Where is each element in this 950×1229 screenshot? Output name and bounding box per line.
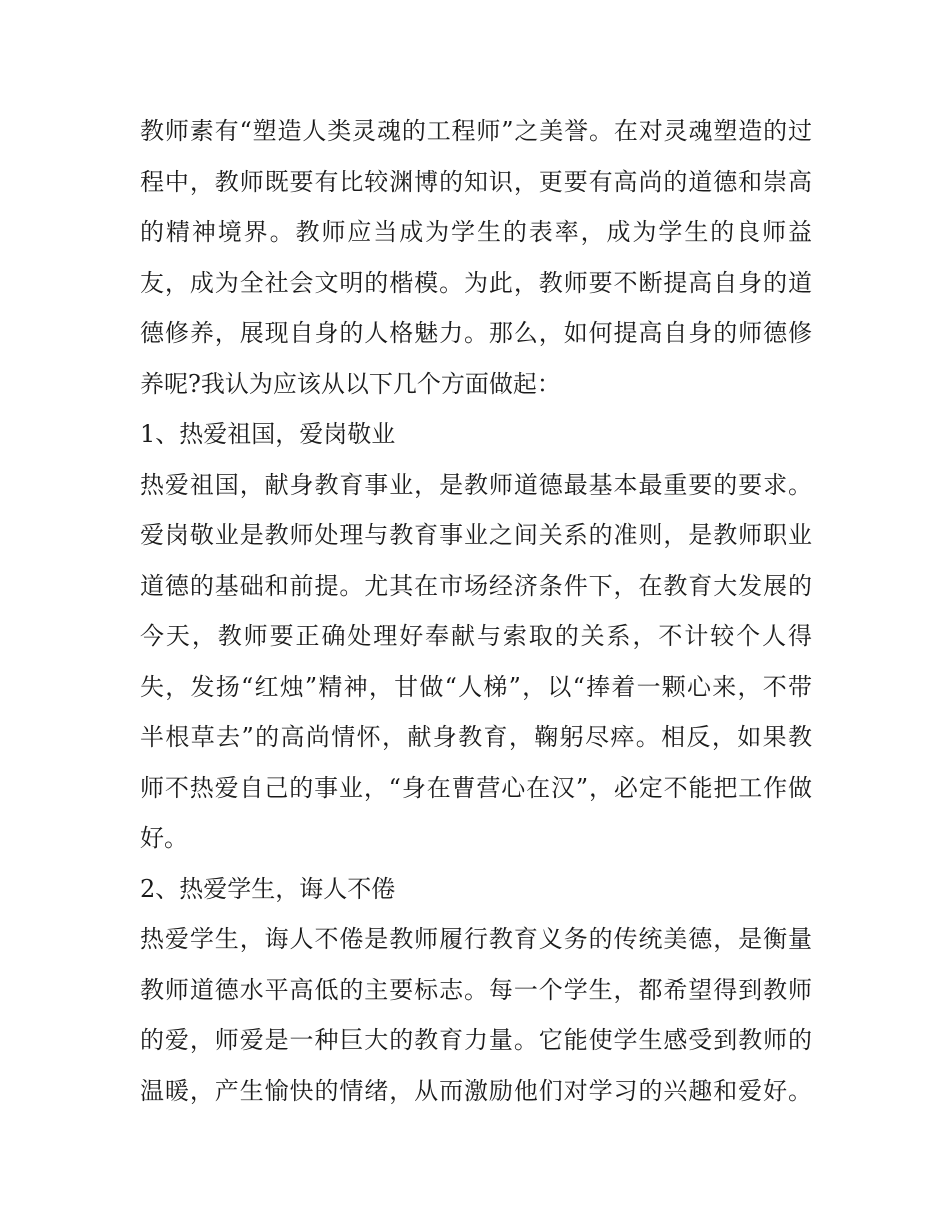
heading-text: 1、热爱祖国，爱岗敬业	[140, 420, 396, 448]
heading-text: 2、热爱学生，诲人不倦	[140, 874, 396, 903]
intro-paragraph	[140, 106, 812, 409]
section-heading-1	[140, 409, 812, 460]
document-page	[140, 106, 812, 1116]
text-line: 今天，教师要正确处理好奉献与索取的关系，不计较个人得	[140, 622, 812, 650]
text-line: 好。	[140, 824, 188, 852]
text-line: 温暖，产生愉快的情绪，从而激励他们对学习的兴趣和爱好。	[140, 1076, 812, 1105]
text-line: 的爱，师爱是一种巨大的教育力量。它能使学生感受到教师的	[140, 1026, 812, 1054]
text-line: 养呢?我认为应该从以下几个方面做起：	[140, 369, 561, 398]
text-line: 热爱祖国，献身教育事业，是教师道德最基本最重要的要求。	[140, 470, 812, 499]
text-line: 友，成为全社会文明的楷模。为此，教师要不断提高自身的道	[140, 268, 812, 297]
text-line: 的精神境界。教师应当成为学生的表率，成为学生的良师益	[140, 218, 812, 246]
text-line: 德修养，展现自身的人格魅力。那么，如何提高自身的师德修	[140, 319, 812, 347]
text-line: 热爱学生，诲人不倦是教师履行教育义务的传统美德，是衡量	[140, 925, 812, 953]
text-line: 程中，教师既要有比较渊博的知识，更要有高尚的道德和崇高	[140, 167, 812, 196]
text-line: 道德的基础和前提。尤其在市场经济条件下，在教育大发展的	[140, 571, 812, 600]
text-line: 师不热爱自己的事业，“身在曹营心在汉”，必定不能把工作做	[140, 773, 812, 802]
text-line: 失，发扬“红烛”精神，甘做“人梯”，以“捧着一颗心来，不带	[140, 672, 812, 701]
text-line: 爱岗敬业是教师处理与教育事业之间关系的准则，是教师职业	[140, 521, 812, 549]
section-1-paragraph	[140, 460, 812, 864]
section-2-paragraph	[140, 914, 812, 1116]
text-line: 半根草去”的高尚情怀，献身教育，鞠躬尽瘁。相反，如果教	[140, 723, 812, 751]
section-heading-2	[140, 864, 812, 915]
text-line: 教师素有“塑造人类灵魂的工程师”之美誉。在对灵魂塑造的过	[140, 117, 812, 145]
text-line: 教师道德水平高低的主要标志。每一个学生，都希望得到教师	[140, 975, 812, 1004]
